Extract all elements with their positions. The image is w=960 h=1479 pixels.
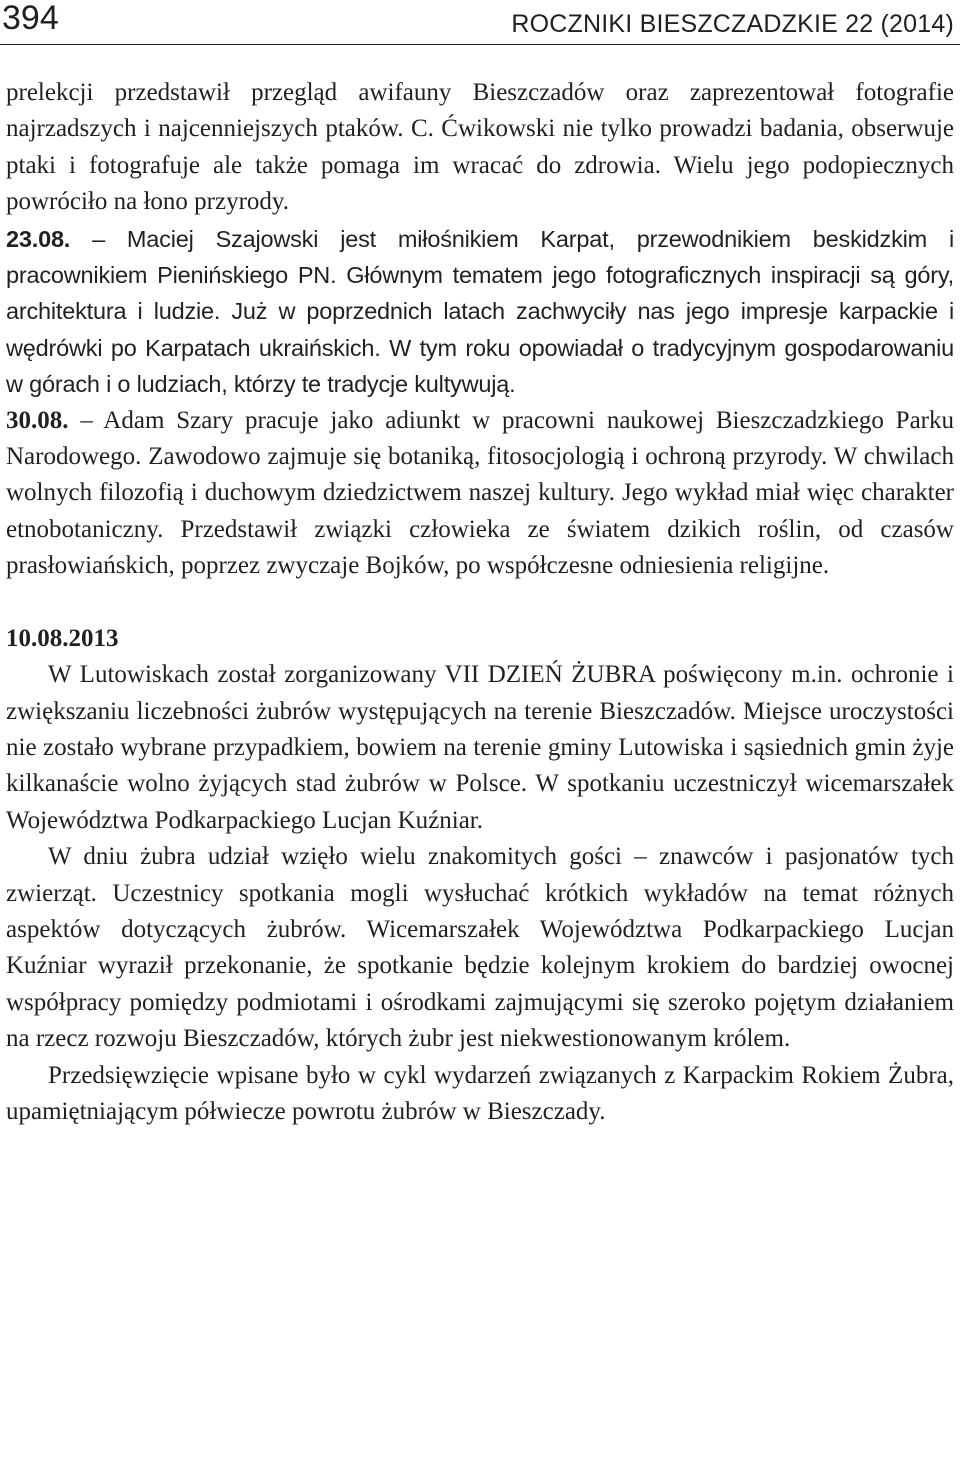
paragraph-goscie: W dniu żubra udział wzięło wielu znakomitych gości – znawców i pasjonatów tych zwierząt. Uczestnicy spotkania mogli wysłuchać krótkich wykładów na temat różnych aspektów dotyczących żubrów. Wicemarszałek Województwa Podkarpackiego Lucjan Kuźniar wyraził przekonanie, że spotkanie będzie kolejnym krokiem do bardziej owocnej współpracy pomiędzy podmiotami i ośrodkami zajmującymi się szeroko pojętym działaniem na rzecz rozwoju Bieszczadów, których żubr jest niekwestionowanym królem.	[6, 843, 954, 1053]
event-date: 23.08.	[6, 225, 71, 252]
section-gap	[6, 585, 954, 621]
section-date-heading: 10.08.2013	[6, 624, 119, 652]
article-body	[6, 75, 954, 1130]
paragraph-text: – Maciej Szajowski jest miłośnikiem Karpat, przewodnikiem beskidzkim i pracownikiem Pienińskiego PN. Głównym tematem jego fotograficznych inspiracji są góry, architektura i ludzie. Już w poprzednich latach zachwyciły nas jego impresje karpackie i wędrówki po Karpatach ukraińskich. W tym roku opowiadał o tradycyjnym gospodarowaniu w górach i o ludziach, którzy te tradycje kultywują.	[6, 225, 954, 398]
event-date: 30.08.	[6, 406, 69, 434]
running-title: ROCZNIKI BIESZCZADZKIE 22 (2014)	[511, 10, 954, 38]
page-header	[0, 0, 960, 48]
paragraph-awifauna: prelekcji przedstawił przegląd awifauny Bieszczadów oraz zaprezentował fotografie najrzadszych i najcenniejszych ptaków. C. Ćwikowski nie tylko prowadzi badania, obserwuje ptaki i fotografuje ale także pomaga im wracać do zdrowia. Wielu jego podopiecznych powróciło na łono przyrody.	[6, 79, 954, 216]
paragraph-rok-zubra: Przedsięwzięcie wpisane było w cykl wydarzeń związanych z Karpackim Rokiem Żubra, upamiętniającym półwiecze powrotu żubrów w Bieszczady.	[6, 1061, 954, 1125]
paragraph-szary	[6, 403, 954, 585]
paragraph-dzien-zubra: W Lutowiskach został zorganizowany VII DZIEŃ ŻUBRA poświęcony m.in. ochronie i zwiększaniu liczebności żubrów występujących na terenie Bieszczadów. Miejsce uroczystości nie zostało wybrane przypadkiem, bowiem na terenie gminy Lutowiska i sąsiednich gmin żyje kilkanaście wolno żyjących stad żubrów w Polsce. W spotkaniu uczestniczył wicemarszałek Województwa Podkarpackiego Lucjan Kuźniar.	[6, 661, 954, 834]
page-number: 394	[2, 0, 59, 37]
paragraph-text: – Adam Szary pracuje jako adiunkt w pracowni naukowej Bieszczadzkiego Parku Narodowego. Zawodowo zajmuje się botaniką, fitosocjologią i ochroną przyrody. W chwilach wolnych filozofią i duchowym dziedzictwem naszej kultury. Jego wykład miał więc charakter etnobotaniczny. Przedstawił związki człowieka ze światem dzikich roślin, od czasów prasłowiańskich, poprzez zwyczaje Bojków, po współczesne odniesienia religijne.	[6, 406, 954, 580]
header-rule	[0, 44, 960, 45]
paragraph-szajowski	[6, 221, 954, 403]
